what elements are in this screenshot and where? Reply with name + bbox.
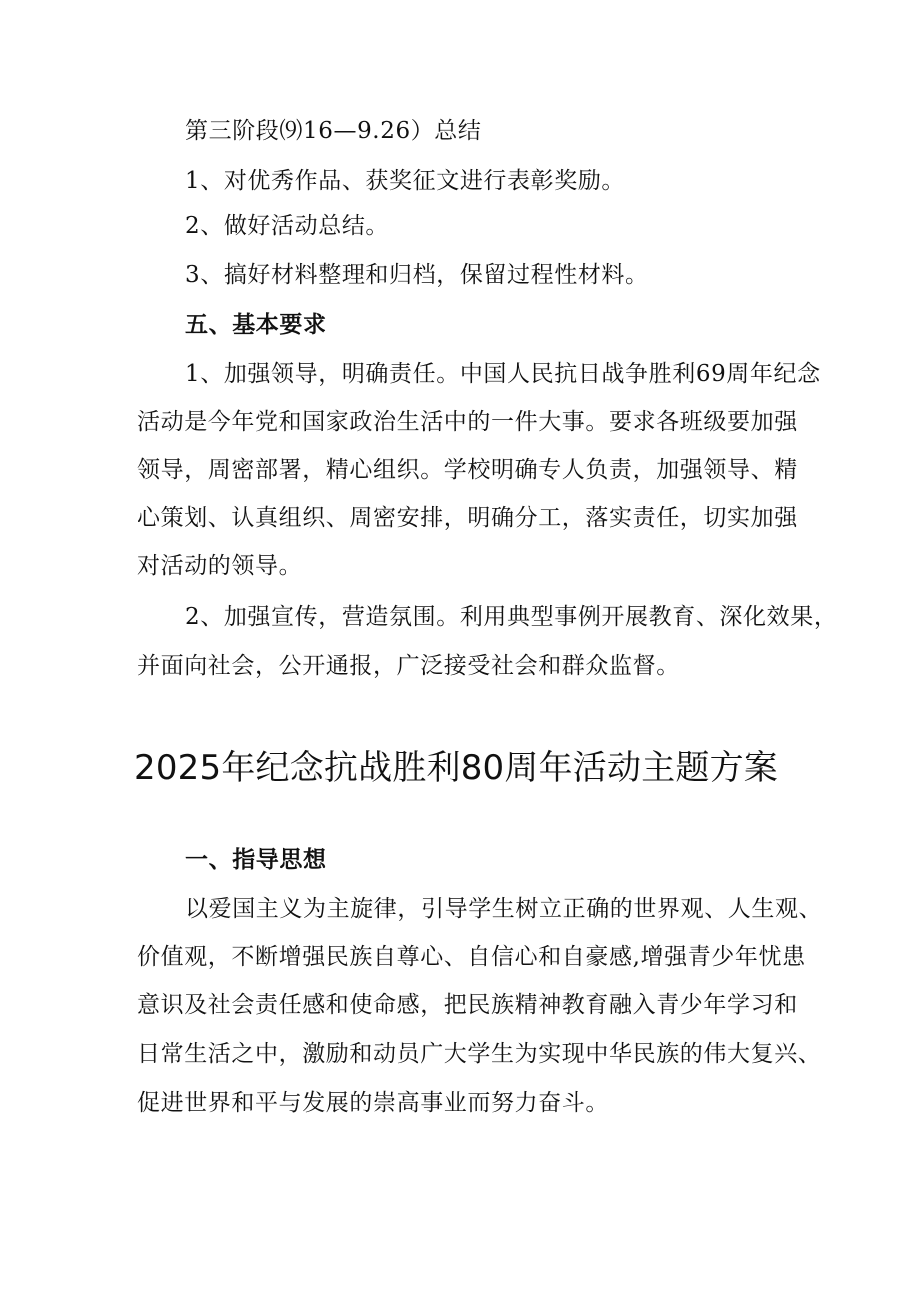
paragraph-line: 2、加强宣传，营造氛围。利用典型事例开展教育、深化效果， [185, 604, 838, 630]
paragraph-line: 心策划、认真组织、周密安排，明确分工，落实责任，切实加强 [137, 505, 798, 531]
stage3-heading: 第三阶段⑼16—9.26）总结 [185, 118, 482, 144]
stage3-item: 3、搞好材料整理和归档，保留过程性材料。 [185, 262, 649, 288]
paragraph-line: 对活动的领导。 [137, 553, 303, 579]
stage3-item: 2、做好活动总结。 [185, 213, 390, 239]
paragraph-line: 1、加强领导，明确责任。中国人民抗日战争胜利69周年纪念 [185, 361, 821, 387]
paragraph-line: 促进世界和平与发展的崇高事业而努力奋斗。 [137, 1090, 609, 1116]
paragraph-line: 以爱国主义为主旋律，引导学生树立正确的世界观、人生观、 [185, 896, 823, 922]
paragraph-line: 价值观，不断增强民族自尊心、自信心和自豪感,增强青少年忧患 [137, 944, 806, 970]
paragraph-line: 日常生活之中，激励和动员广大学生为实现中华民族的伟大复兴、 [137, 1041, 822, 1067]
paragraph-line: 并面向社会，公开通报，广泛接受社会和群众监督。 [137, 653, 680, 679]
section-heading: 一、指导思想 [185, 847, 327, 873]
requirements-heading: 五、基本要求 [185, 311, 327, 338]
paragraph-line: 领导，周密部署，精心组织。学校明确专人负责，加强领导、精 [137, 457, 798, 483]
paragraph-line: 意识及社会责任感和使命感，把民族精神教育融入青少年学习和 [137, 992, 798, 1018]
paragraph-line: 活动是今年党和国家政治生活中的一件大事。要求各班级要加强 [137, 409, 798, 435]
document-title: 2025年纪念抗战胜利80周年活动主题方案 [134, 748, 778, 788]
stage3-item: 1、对优秀作品、获奖征文进行表彰奖励。 [185, 168, 626, 194]
